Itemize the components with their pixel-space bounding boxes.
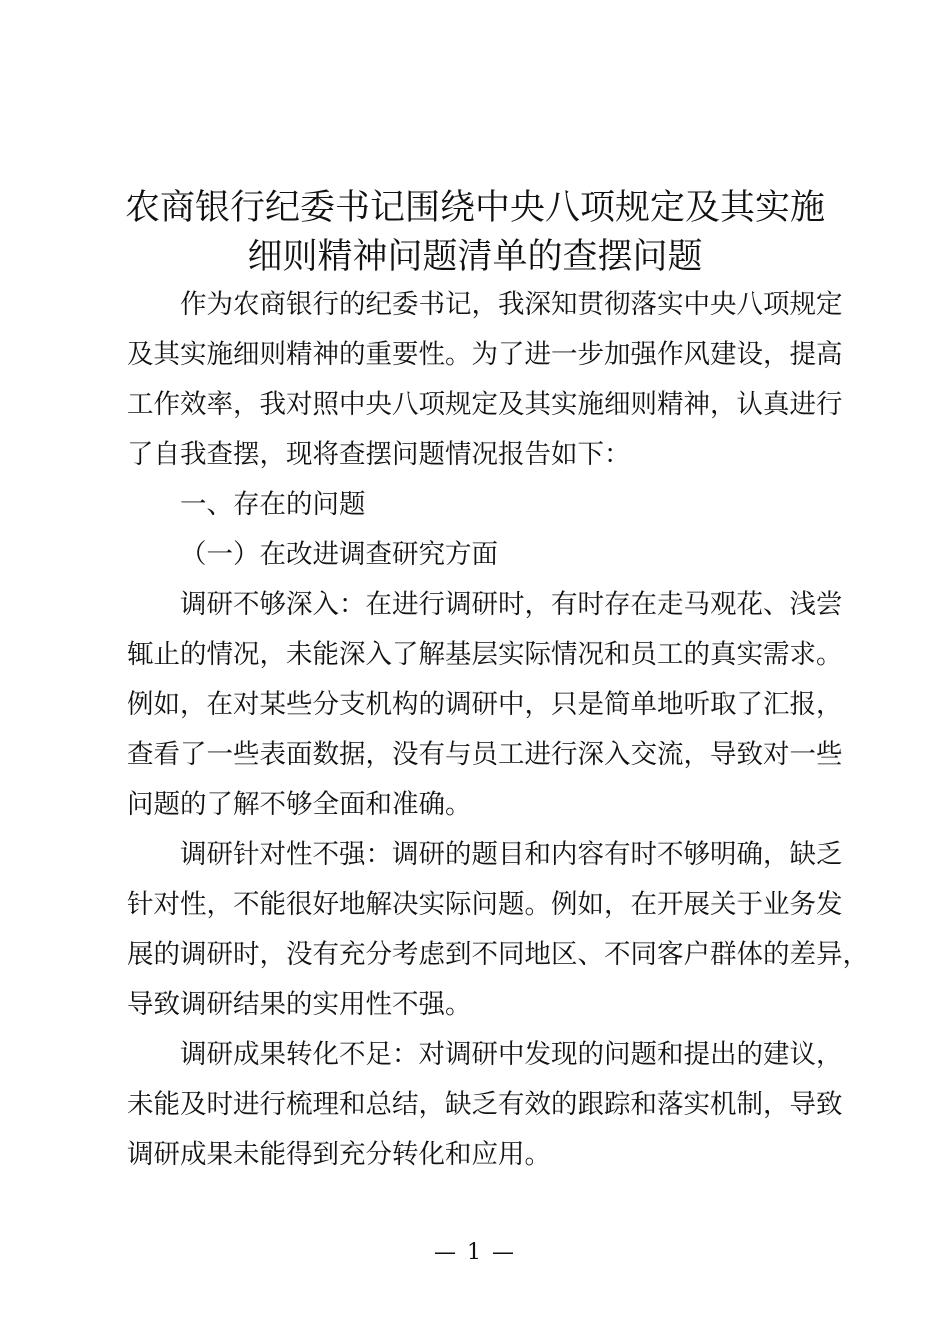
body-line: 工作效率，我对照中央八项规定及其实施细则精神，认真进行 <box>127 389 843 420</box>
section-heading: 一、存在的问题 <box>180 489 366 520</box>
body-line: 调研针对性不强：调研的题目和内容有时不够明确，缺乏 <box>180 839 843 870</box>
body-line: 针对性，不能很好地解决实际问题。例如，在开展关于业务发 <box>127 889 843 920</box>
body-line: 问题的了解不够全面和准确。 <box>127 789 472 820</box>
body-line: 作为农商银行的纪委书记，我深知贯彻落实中央八项规定 <box>180 289 843 320</box>
body-line: 调研不够深入：在进行调研时，有时存在走马观花、浅尝 <box>180 589 843 620</box>
body-line: 了自我查摆，现将查摆问题情况报告如下： <box>127 439 631 470</box>
body-line: 展的调研时，没有充分考虑到不同地区、不同客户群体的差异， <box>127 939 869 970</box>
body-line: 例如，在对某些分支机构的调研中，只是简单地听取了汇报， <box>127 689 843 720</box>
body-line: 调研成果未能得到充分转化和应用。 <box>127 1139 551 1170</box>
body-line: 调研成果转化不足：对调研中发现的问题和提出的建议， <box>180 1039 843 1070</box>
document-title-line-1: 农商银行纪委书记围绕中央八项规定及其实施 <box>124 188 825 228</box>
page-number: — 1 — <box>434 1240 516 1265</box>
body-line: 查看了一些表面数据，没有与员工进行深入交流，导致对一些 <box>127 739 843 770</box>
document-title-line-2: 细则精神问题清单的查摆问题 <box>247 237 703 277</box>
body-line: 未能及时进行梳理和总结，缺乏有效的跟踪和落实机制，导致 <box>127 1089 843 1120</box>
body-line: 导致调研结果的实用性不强。 <box>127 989 472 1020</box>
body-line: 辄止的情况，未能深入了解基层实际情况和员工的真实需求。 <box>127 639 843 670</box>
subsection-heading: （一）在改进调查研究方面 <box>180 539 498 570</box>
body-line: 及其实施细则精神的重要性。为了进一步加强作风建设，提高 <box>127 339 843 370</box>
